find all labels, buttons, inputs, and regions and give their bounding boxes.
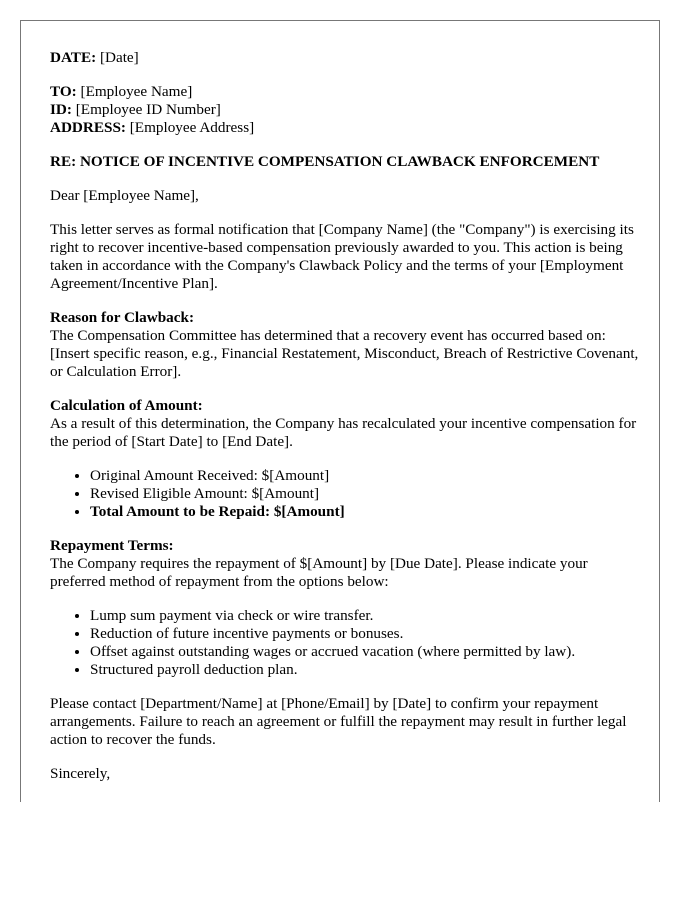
list-item: • Reduction of future incentive payments or bonuses.	[90, 625, 640, 643]
address-line	[50, 119, 640, 137]
list-item: • Original Amount Received: $[Amount]	[90, 467, 640, 485]
calculation-text: As a result of this determination, the Company has recalculated your incentive compensation for the period of [Start Date] to [End Date].	[50, 415, 637, 450]
to-label: TO:	[50, 83, 77, 100]
subject-line: RE: NOTICE OF INCENTIVE COMPENSATION CLAWBACK ENFORCEMENT	[50, 153, 600, 170]
to-line	[50, 83, 640, 101]
id-line	[50, 101, 640, 119]
to-value: [Employee Name]	[80, 83, 193, 100]
intro-paragraph: This letter serves as formal notification that [Company Name] (the "Company") is exercising its right to recover incentive-based compensation previously awarded to you. This action is being taken in accordance with the Company's Clawback Policy and the terms of your [Employment Agreement/Incentive Plan].	[50, 221, 634, 292]
repayment-section	[50, 537, 640, 591]
list-item: • Lump sum payment via check or wire transfer.	[90, 607, 640, 625]
date-label: DATE:	[50, 49, 97, 66]
letter-page	[20, 20, 660, 802]
date-value: [Date]	[99, 49, 139, 66]
list-item-total: • Total Amount to be Repaid: $[Amount]	[90, 503, 640, 521]
reason-detail: [Insert specific reason, e.g., Financial Restatement, Misconduct, Breach of Restrictive Covenant, or Calculation Error].	[50, 345, 639, 380]
calculation-section	[50, 397, 640, 451]
contact-paragraph: Please contact [Department/Name] at [Phone/Email] by [Date] to confirm your repayment arrangements. Failure to reach an agreement or fulfill the repayment may result in further legal action to recover the funds.	[50, 695, 627, 748]
recipient-block	[50, 83, 640, 137]
address-label: ADDRESS:	[50, 119, 126, 136]
salutation: Dear [Employee Name],	[50, 187, 199, 204]
list-item: • Revised Eligible Amount: $[Amount]	[90, 485, 640, 503]
list-item: • Structured payroll deduction plan.	[90, 661, 640, 679]
repayment-title: Repayment Terms:	[50, 537, 174, 554]
list-item: • Offset against outstanding wages or accrued vacation (where permitted by law).	[90, 643, 640, 661]
closing: Sincerely,	[50, 765, 111, 782]
reason-text: The Compensation Committee has determined that a recovery event has occurred based on:	[50, 327, 606, 344]
reason-title: Reason for Clawback:	[50, 309, 194, 326]
letter-content	[50, 49, 640, 799]
reason-section	[50, 309, 640, 381]
date-line	[50, 49, 640, 67]
id-label: ID:	[50, 101, 72, 118]
repayment-options-list	[50, 607, 640, 679]
repayment-text: The Company requires the repayment of $[Amount] by [Due Date]. Please indicate your preferred method of repayment from the options below:	[50, 555, 588, 590]
calculation-title: Calculation of Amount:	[50, 397, 203, 414]
calculation-list	[50, 467, 640, 521]
address-value: [Employee Address]	[129, 119, 255, 136]
id-value: [Employee ID Number]	[75, 101, 221, 118]
